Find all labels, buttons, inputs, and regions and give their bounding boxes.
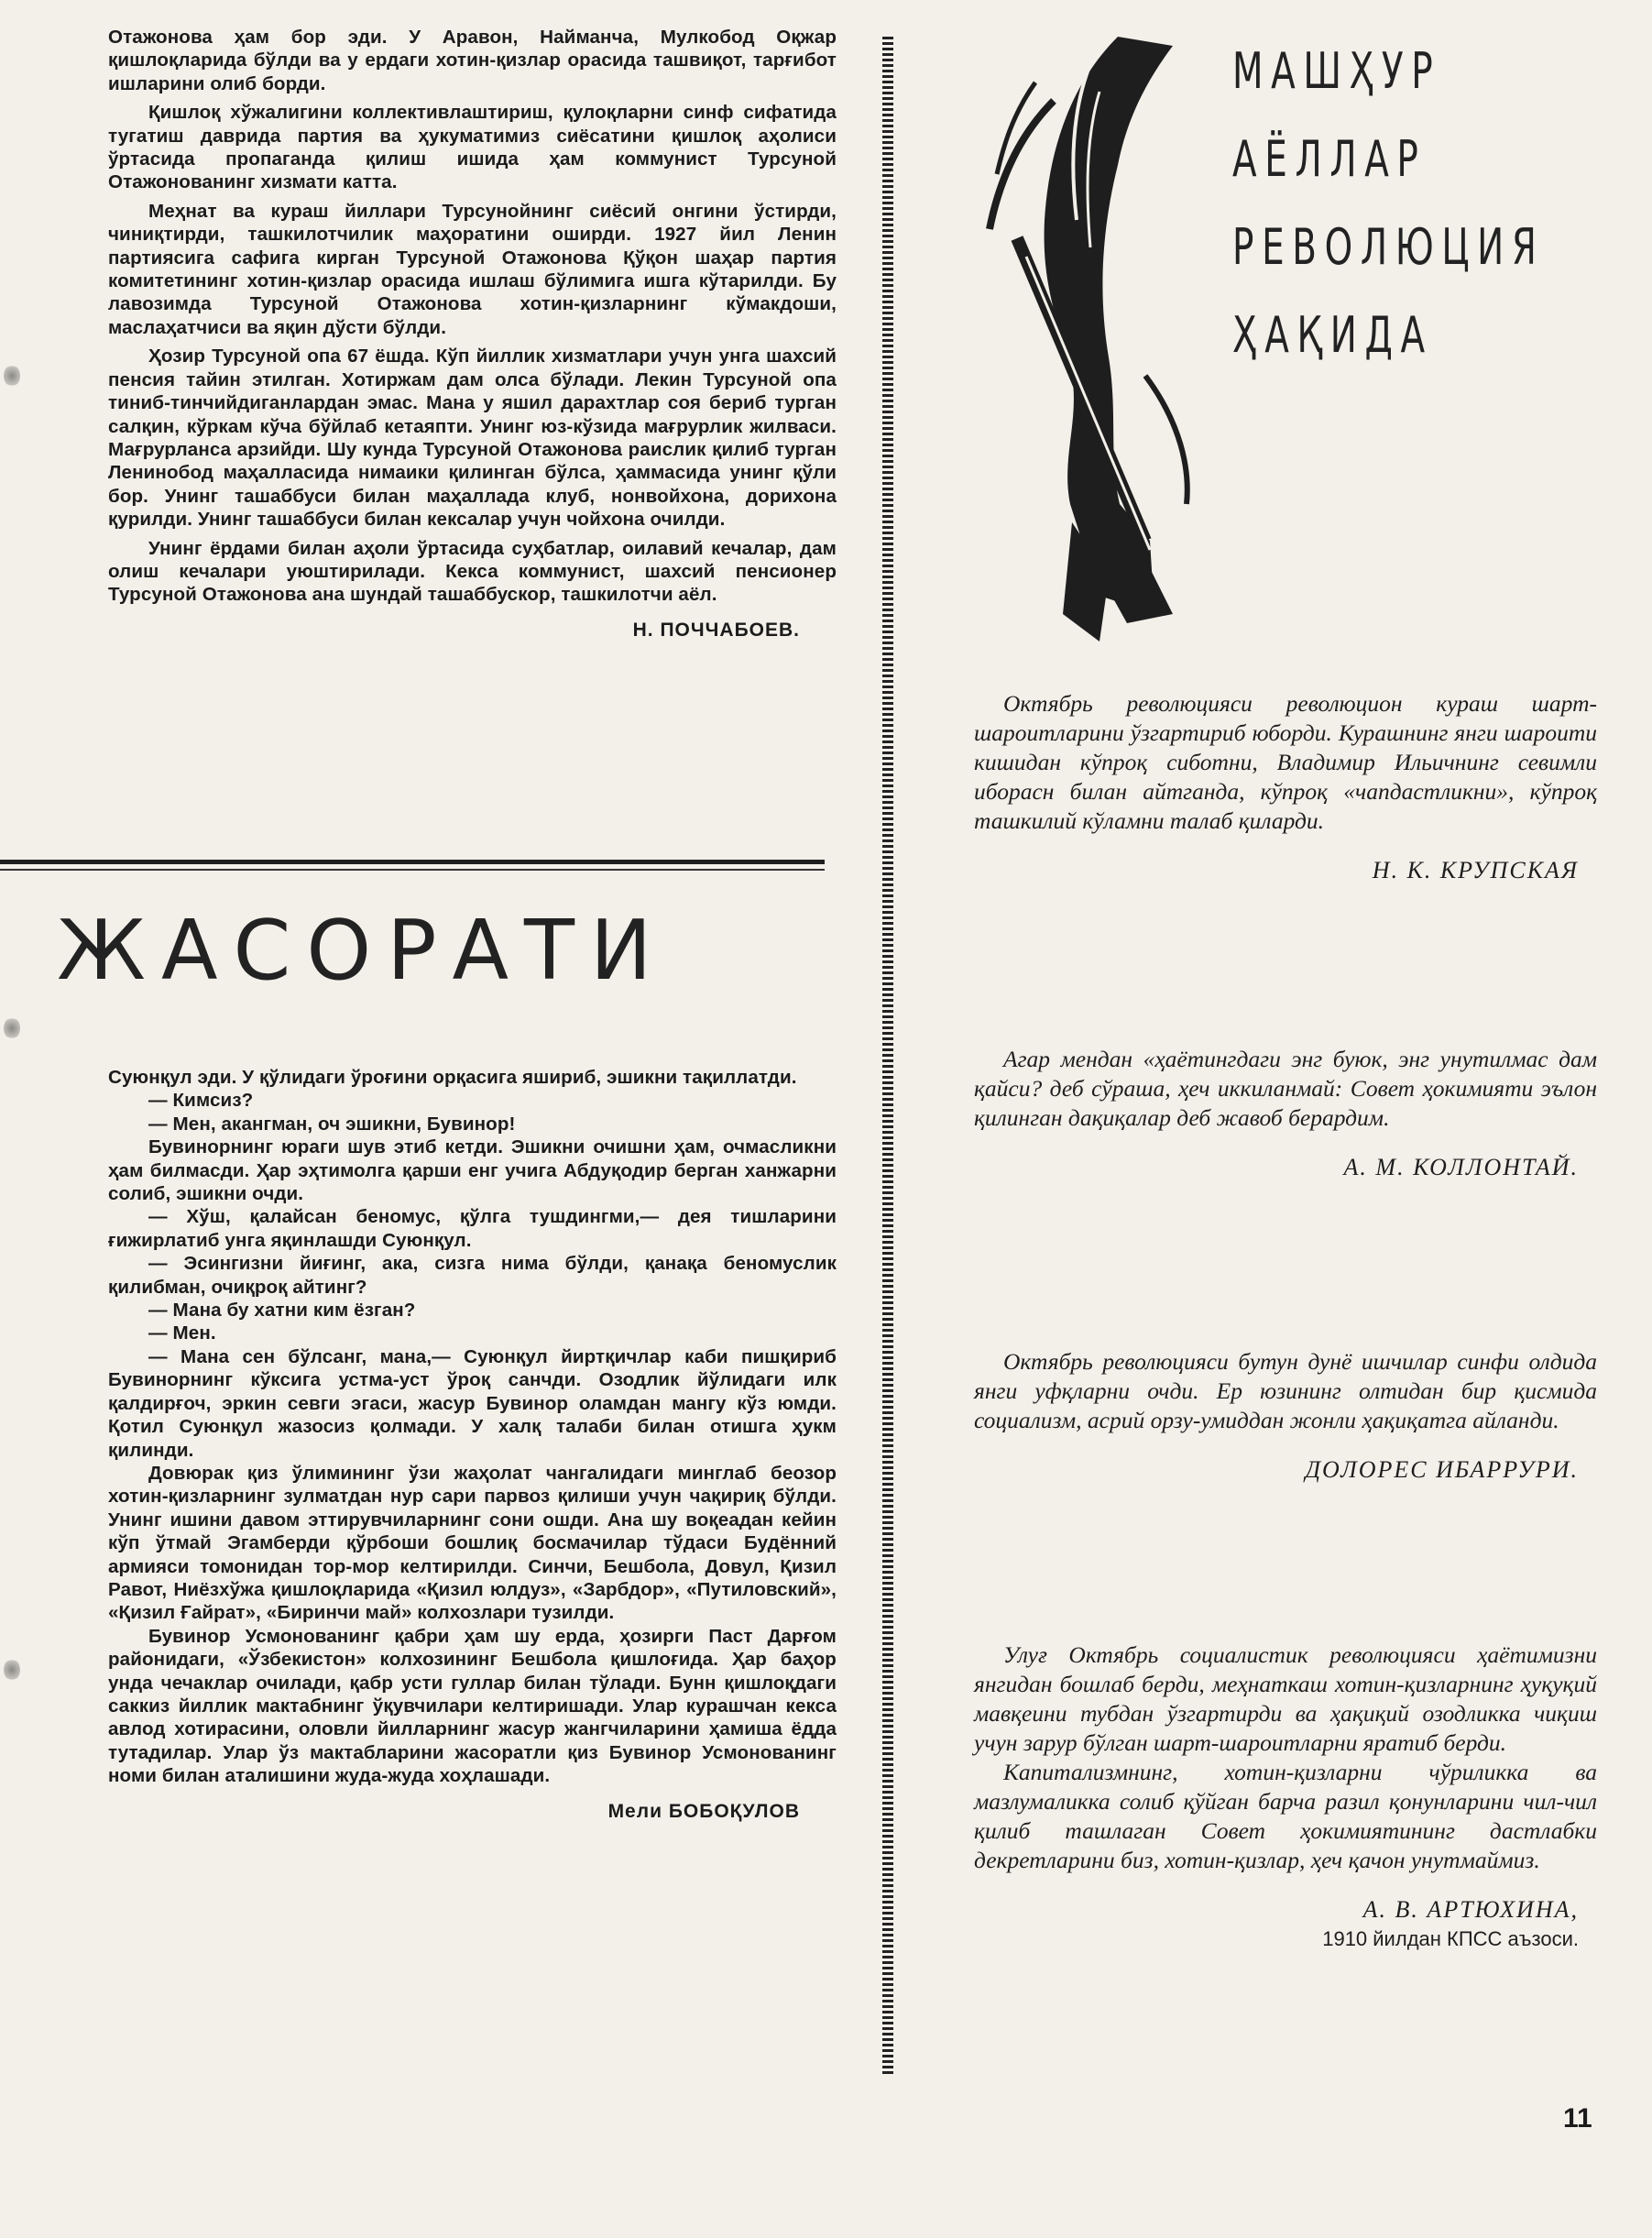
quote-text: Агар мендан «ҳаётингдаги энг буюк, энг унутилмас дам қайси? деб сўраша, ҳеч иккиланмай: Совет ҳокимияти эълон қилинган дақиқалар деб жавоб берардим. [974, 1046, 1597, 1131]
heading-line: МАШҲУР [1232, 42, 1441, 100]
quote-text: Октябрь революцияси бутун дунё ишчилар синфи олдида янги уфқларни очди. Ер юзининг олтидан бир қисмида социализм, асрий орзу-умиддан жонли ҳақиқатга айланди. [974, 1348, 1597, 1433]
quote-author: А. В. АРТЮХИНА, [1362, 1896, 1579, 1923]
paragraph: Меҳнат ва кураш йиллари Турсунойнинг сиёсий онгини ўстирди, чиниқтирди, ташкилотчилик маҳоратини оширди. 1927 йил Ленин партиясига сафига кирган Турсуной Отажонова Қўқон шаҳар партия комитетининг хотин-қизлар орасида ишлаш бўлимига ишга кўтарилди. Бу лавозимда Турсуной Отажонова хотин-қизларнинг кўмакдоши, маслаҳатчиси ва яқин дўсти бўлди. [108, 200, 837, 338]
punch-hole [4, 1659, 20, 1681]
quote-artyukhina [974, 1640, 1597, 1954]
paragraph: Ҳозир Турсуной опа 67 ёшда. Кўп йиллик хизматлари учун унга шахсий пенсия тайин этилган. Хотиржам дам олса бўлади. Лекин Турсуной опа тиниб-тинчийдиганлардан эмас. Мана у яшил дарахтлар соя бериб турган салқин, кўркам кўча бўйлаб кетаяпти. Унинг юз-кўзида мағрурлик жилваси. Мағрурланса арзийди. Шу кунда Турсуной Отажонова раислик қилиб турган Ленинобод маҳалласида нимаики қилинган бўлса, ҳаммасида унинг қўли бор. Унинг ташаббуси билан маҳаллада клуб, нонвойхона, дорихона қурилди. Унинг ташаббуси билан кексалар учун чойхона очилди. [108, 346, 837, 531]
paragraph: — Кимсиз? [148, 1090, 254, 1112]
heading-line: ҲАҚИДА [1232, 306, 1433, 364]
paragraph: — Хўш, қалайсан беномус, қўлга тушдингми,— дея тишларини ғижирлатиб унга яқинлашди Суюнқул. [108, 1206, 837, 1251]
quote-text: Капитализмнинг, хотин-қизларни чўриликка ва мазлумаликка солиб қўйган барча разил қонунларини чил-чил қилиб ташлаган Совет ҳокимиятининг дастлабки декретларини биз, хотин-қизлар, ҳеч қачон унутмаймиз. [974, 1759, 1597, 1873]
section-heading [1232, 27, 1545, 379]
page-number: 11 [1563, 2103, 1592, 2134]
quote-text: Октябрь революцияси революцион кураш шарт-шароитларини ўзгартириб юборди. Курашнинг янги шароити кишидан кўпроқ сиботни, Владимир Ильичнинг севимли иборасн билан айтганда, кўпроқ «чапдастликни», кўпроқ ташкилий кўламни талаб қиларди. [974, 690, 1597, 834]
section-rule-thin [0, 869, 825, 871]
quote-kollontai [974, 1045, 1597, 1182]
paragraph: Бувинор Усмонованинг қабри ҳам шу ерда, ҳозирги Паст Дарғом районидаги, «Ўзбекистон» колхозининг Бешбола қишлоғида. Ҳар баҳор унда чечаклар очилади, қабр усти гуллар билан тўлади. Бунн қишлоқдаги саккиз йиллик мактабнинг ўқувчилари келтиришади. Улар курашчан кекса авлод хотирасини, оловли йилларнинг жасур жангчиларини ҳамиша ёдда тутадилар. Улар ўз мактабларини жасоратли қиз Бувинор Усмонованинг номи билан аталишини жуда-жуда хоҳлашади. [108, 1625, 837, 1787]
top-article-body [108, 26, 837, 607]
top-article [108, 26, 837, 642]
paragraph: Унинг ёрдами билан аҳоли ўртасида суҳбатлар, оилавий кечалар, дам олиш кечалари уюштирилади. Кекса коммунист, шахсий пенсионер Турсуной Отажонова ана шундай ташаббускор, ташкилотчи аёл. [108, 537, 837, 606]
quote-author: Н. К. КРУПСКАЯ [1372, 857, 1579, 883]
column-divider [882, 37, 893, 2076]
paragraph: — Мана бу хатни ким ёзган? [148, 1300, 416, 1322]
punch-hole [4, 1017, 20, 1039]
paragraph: Қишлоқ хўжалигини коллективлаштириш, қулоқларни синф сифатида тугатиш даврида партия ва ҳукуматимиз сиёсатини қишлоқ аҳолиси ўртасида пропаганда қилиш ишида ҳам коммунист Турсуной Отажонованинг хизмати катта. [108, 102, 837, 193]
quote-author-note: 1910 йилдан КПСС аъзоси. [1322, 1927, 1579, 1950]
paragraph: — Мен, акангман, оч эшикни, Бувинор! [148, 1113, 516, 1135]
story [108, 1066, 837, 1823]
heading-line: АЁЛЛАР [1232, 130, 1427, 188]
paragraph: Суюнқул эди. У қўлидаги ўроғини орқасига яшириб, эшикни тақиллатди. [108, 1067, 797, 1088]
quote-author: А. М. КОЛЛОНТАЙ. [1343, 1154, 1579, 1180]
quote-ibarruri [974, 1347, 1597, 1485]
paragraph: Отажонова ҳам бор эди. У Аравон, Найманча, Мулкобод Оқжар қишлоқларида бўлди ва у ердаги хотин-қизлар орасида ташвиқот, тарғибот ишларини олиб борди. [108, 27, 837, 94]
quote-text: Улуғ Октябрь социалистик революцияси ҳаётимизни янгидан бошлаб берди, меҳнаткаш хотин-қизларнинг ҳуқуқий мавқеини тубдан ўзгартирди ва ҳақиқий озодликка чиқиш учун зарур бўлган шарт-шароитларни яратиб берди. [974, 1641, 1597, 1756]
punch-hole [4, 365, 20, 387]
heading-line: РЕВОЛЮЦИЯ [1232, 218, 1545, 276]
woman-silhouette-sketch-icon [962, 27, 1219, 651]
paragraph: — Мана сен бўлсанг, мана,— Суюнқул йиртқичлар каби пишқириб Бувинорнинг кўксига устма-уст ўроқ санчди. Озодлик йўлидаги илк қалдирғоч, эркин севги эгаси, жасур Бувинор оламдан мангу кўз юмди. Қотил Суюнқул жазосиз қолмади. У халқ талаби билан отишга ҳукм қилинди. [108, 1345, 837, 1461]
top-article-author: Н. ПОЧЧАБОЕВ. [632, 619, 800, 641]
paragraph: — Эсингизни йиғинг, ака, сизга нима бўлди, қанақа беномуслик қилибман, очиқроқ айтинг? [108, 1253, 837, 1298]
section-rule [0, 860, 825, 864]
paragraph: Довюрак қиз ўлимининг ўзи жаҳолат чангалидаги минглаб беозор хотин-қизларнинг зулматдан нур сари парвоз қилиши учун чақириқ бўлди. Унинг ишини давом эттирувчиларнинг сони ошди. Ана шу воқеадан кейин кўп ўтмай Эгамберди қўрбоши бошлиқ босмачилар тўдаси Будённий армияси томонидан тор-мор келтирилди. Синчи, Бешбола, Довул, Қизил Равот, Ниёзхўжа қишлоқларида «Қизил юлдуз», «Зарбдор», «Путиловский», «Қизил Ғайрат», «Биринчи май» колхозлари тузилди. [108, 1462, 837, 1624]
story-title: ЖАСОРАТИ [57, 903, 668, 999]
quote-author: ДОЛОРЕС ИБАРРУРИ. [1305, 1456, 1579, 1483]
paragraph: — Мен. [148, 1322, 216, 1344]
story-author: Мели БОБОҚУЛОВ [607, 1800, 800, 1822]
quote-krupskaya [974, 689, 1597, 885]
story-body [108, 1066, 837, 1788]
paragraph: Бувинорнинг юраги шув этиб кетди. Эшикни очишни ҳам, очмасликни ҳам билмасди. Ҳар эҳтимолга қарши енг учига Абдуқодир берган ханжарни солиб, эшикни очди. [108, 1136, 837, 1205]
